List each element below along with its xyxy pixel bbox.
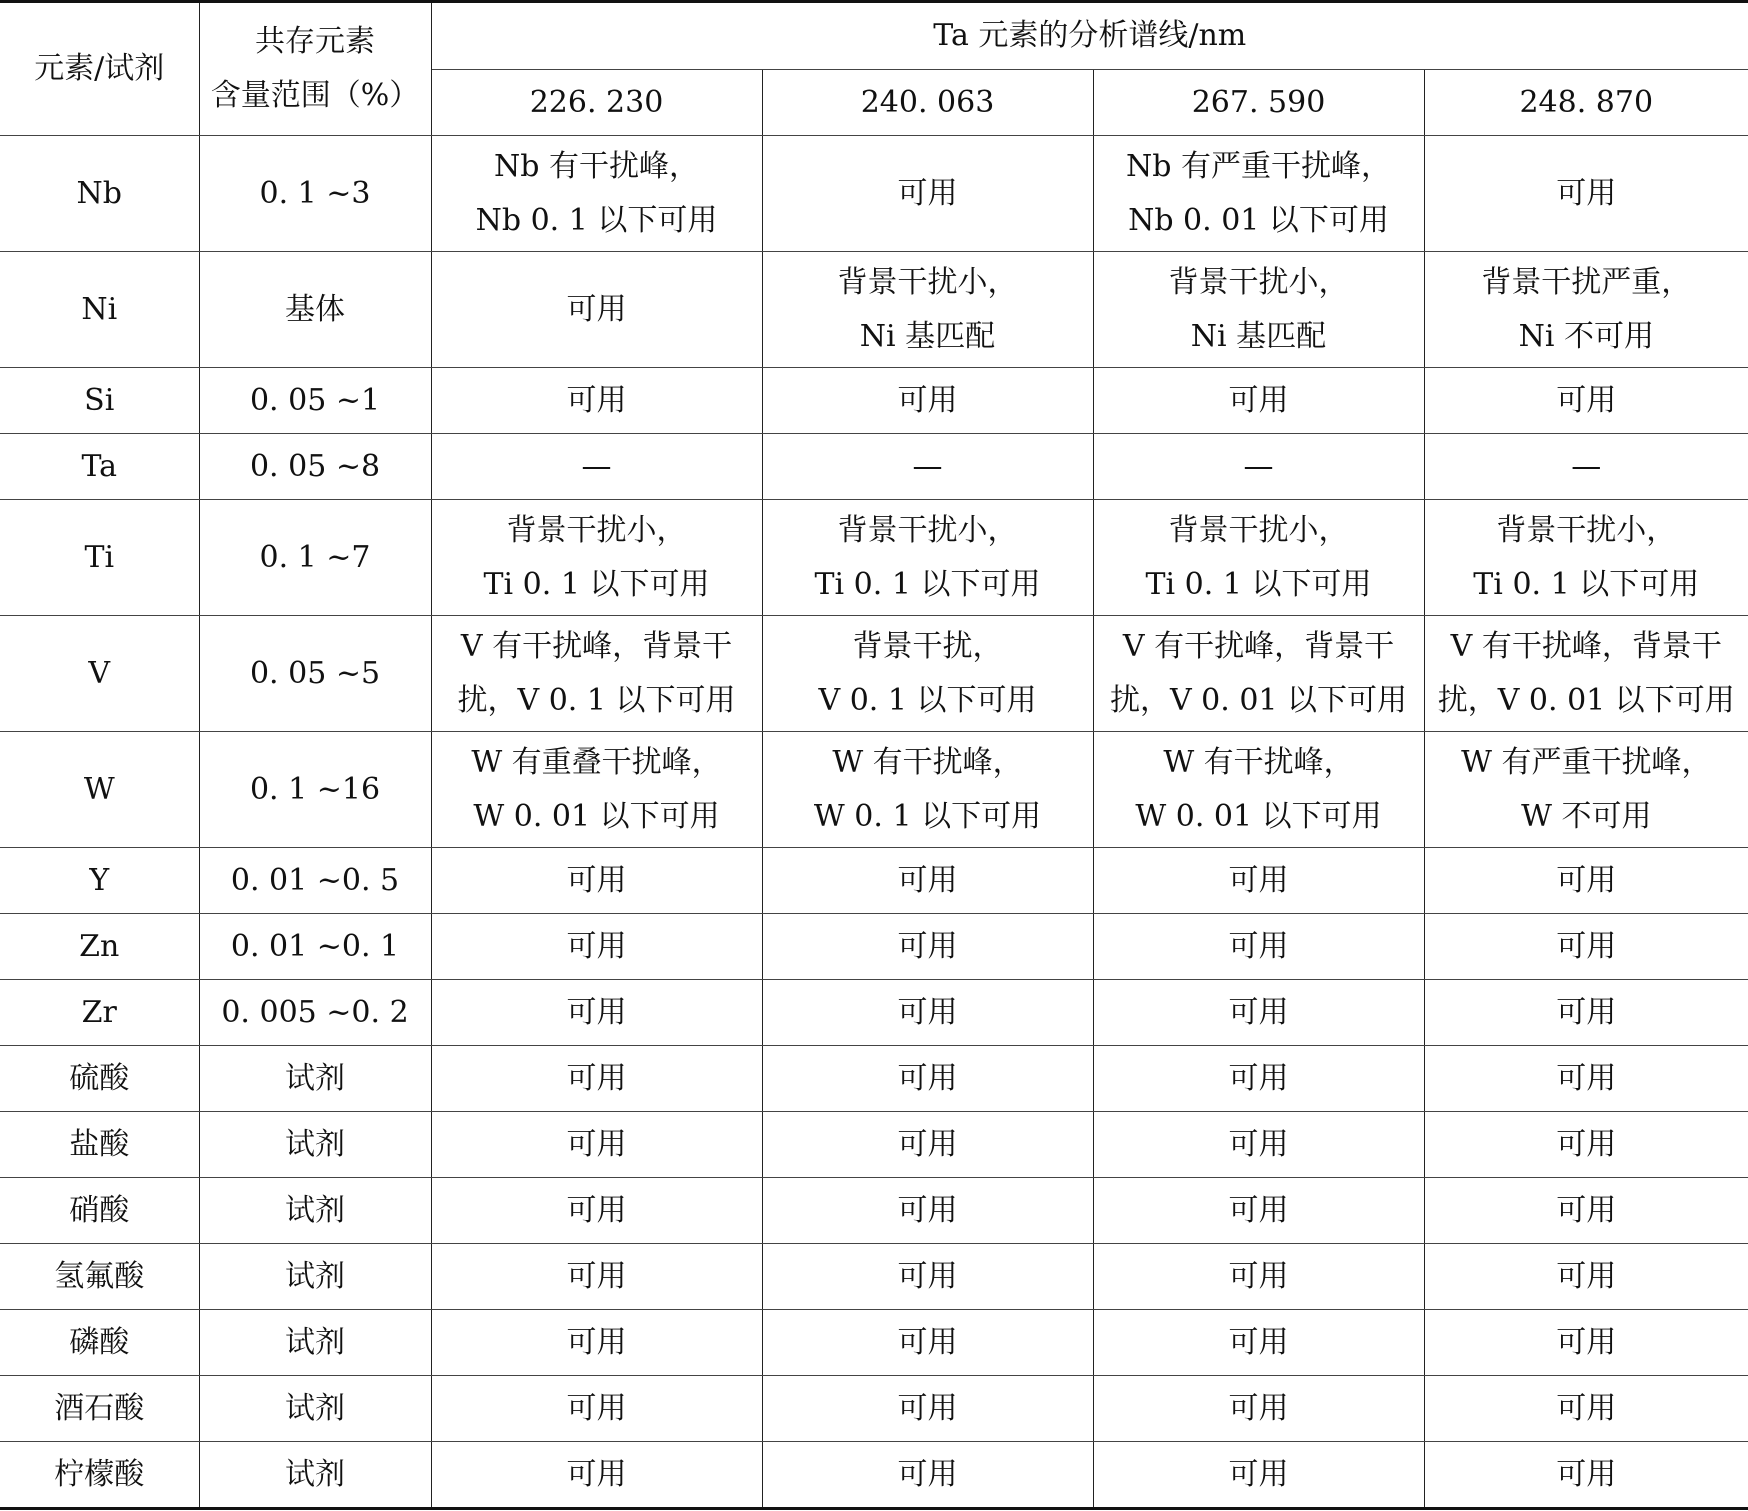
assessment-cell: 可用 <box>762 1046 1093 1112</box>
assessment-cell: 可用 <box>1093 914 1424 980</box>
range-cell: 0. 1 ~16 <box>199 732 431 848</box>
table-row <box>0 252 1748 368</box>
wavelength-header: 226. 230 <box>431 70 762 136</box>
assessment-cell: 可用 <box>431 1310 762 1376</box>
assessment-cell: 可用 <box>1424 1178 1748 1244</box>
assessment-cell: V 有干扰峰，背景干 扰，V 0. 1 以下可用 <box>431 616 762 732</box>
table-row <box>0 1376 1748 1442</box>
assessment-cell: 可用 <box>762 1244 1093 1310</box>
assessment-cell: 可用 <box>1093 1046 1424 1112</box>
table-row <box>0 136 1748 252</box>
range-cell: 0. 1 ~7 <box>199 500 431 616</box>
assessment-cell: 可用 <box>1424 914 1748 980</box>
element-cell: W <box>0 732 199 848</box>
assessment-cell: 可用 <box>431 1046 762 1112</box>
assessment-cell: 可用 <box>762 1310 1093 1376</box>
range-cell: 0. 05 ~5 <box>199 616 431 732</box>
spectral-lines-header: Ta 元素的分析谱线/nm <box>431 2 1748 70</box>
assessment-cell: 可用 <box>1093 368 1424 434</box>
element-cell: Ti <box>0 500 199 616</box>
wavelength-header: 267. 590 <box>1093 70 1424 136</box>
assessment-cell: V 有干扰峰，背景干 扰，V 0. 01 以下可用 <box>1093 616 1424 732</box>
element-cell: 酒石酸 <box>0 1376 199 1442</box>
assessment-cell: Nb 有严重干扰峰， Nb 0. 01 以下可用 <box>1093 136 1424 252</box>
assessment-cell: 可用 <box>1093 1442 1424 1509</box>
element-cell: Si <box>0 368 199 434</box>
element-cell: Nb <box>0 136 199 252</box>
assessment-cell: V 有干扰峰，背景干 扰，V 0. 01 以下可用 <box>1424 616 1748 732</box>
element-cell: 硝酸 <box>0 1178 199 1244</box>
assessment-cell: 可用 <box>431 1178 762 1244</box>
element-cell: Ni <box>0 252 199 368</box>
assessment-cell: 可用 <box>1093 1244 1424 1310</box>
assessment-cell: 可用 <box>1093 848 1424 914</box>
assessment-cell: 背景干扰小， Ti 0. 1 以下可用 <box>762 500 1093 616</box>
element-cell: 硫酸 <box>0 1046 199 1112</box>
element-cell: 氢氟酸 <box>0 1244 199 1310</box>
assessment-cell: 可用 <box>1424 1046 1748 1112</box>
header-row-1 <box>0 2 1748 70</box>
table-row <box>0 1046 1748 1112</box>
assessment-cell: 可用 <box>431 368 762 434</box>
assessment-cell: — <box>1093 434 1424 500</box>
assessment-cell: 可用 <box>1424 1310 1748 1376</box>
element-cell: 柠檬酸 <box>0 1442 199 1509</box>
table-row <box>0 368 1748 434</box>
table-row <box>0 914 1748 980</box>
assessment-cell: 可用 <box>1424 1244 1748 1310</box>
assessment-cell: 可用 <box>1424 848 1748 914</box>
assessment-cell: 可用 <box>1424 980 1748 1046</box>
element-cell: Y <box>0 848 199 914</box>
table-row <box>0 1244 1748 1310</box>
wavelength-header: 248. 870 <box>1424 70 1748 136</box>
assessment-cell: W 有严重干扰峰， W 不可用 <box>1424 732 1748 848</box>
assessment-cell: 可用 <box>1093 1178 1424 1244</box>
assessment-cell: — <box>762 434 1093 500</box>
range-cell: 试剂 <box>199 1376 431 1442</box>
assessment-cell: 可用 <box>1424 1112 1748 1178</box>
table-row <box>0 1178 1748 1244</box>
assessment-cell: 可用 <box>762 1112 1093 1178</box>
range-cell: 0. 01 ~0. 1 <box>199 914 431 980</box>
assessment-cell: W 有重叠干扰峰， W 0. 01 以下可用 <box>431 732 762 848</box>
assessment-cell: 可用 <box>431 848 762 914</box>
table-row <box>0 616 1748 732</box>
assessment-cell: 可用 <box>431 1112 762 1178</box>
range-cell: 试剂 <box>199 1442 431 1509</box>
assessment-cell: 可用 <box>431 980 762 1046</box>
assessment-cell: 背景干扰小， Ti 0. 1 以下可用 <box>431 500 762 616</box>
assessment-cell: 可用 <box>762 980 1093 1046</box>
assessment-cell: 可用 <box>1424 136 1748 252</box>
range-cell: 0. 1 ~3 <box>199 136 431 252</box>
assessment-cell: Nb 有干扰峰， Nb 0. 1 以下可用 <box>431 136 762 252</box>
table-row <box>0 848 1748 914</box>
range-cell: 试剂 <box>199 1310 431 1376</box>
table-row <box>0 434 1748 500</box>
table-row <box>0 1112 1748 1178</box>
assessment-cell: 可用 <box>762 136 1093 252</box>
assessment-cell: 可用 <box>431 252 762 368</box>
range-cell: 试剂 <box>199 1046 431 1112</box>
assessment-cell: 背景干扰小， Ti 0. 1 以下可用 <box>1424 500 1748 616</box>
assessment-cell: 可用 <box>1424 368 1748 434</box>
wavelength-header: 240. 063 <box>762 70 1093 136</box>
assessment-cell: 可用 <box>431 1244 762 1310</box>
assessment-cell: 可用 <box>762 914 1093 980</box>
assessment-cell: 可用 <box>762 1376 1093 1442</box>
range-cell: 试剂 <box>199 1244 431 1310</box>
assessment-cell: 背景干扰， V 0. 1 以下可用 <box>762 616 1093 732</box>
assessment-cell: 可用 <box>762 848 1093 914</box>
assessment-cell: — <box>431 434 762 500</box>
assessment-cell: 可用 <box>762 368 1093 434</box>
assessment-cell: 可用 <box>1424 1442 1748 1509</box>
table-row <box>0 732 1748 848</box>
table-row <box>0 1442 1748 1509</box>
table-body <box>0 136 1748 1509</box>
assessment-cell: 背景干扰小， Ni 基匹配 <box>1093 252 1424 368</box>
range-cell: 试剂 <box>199 1112 431 1178</box>
assessment-cell: 可用 <box>1093 1376 1424 1442</box>
assessment-cell: 可用 <box>431 1376 762 1442</box>
assessment-cell: 可用 <box>431 914 762 980</box>
assessment-cell: 可用 <box>1093 1112 1424 1178</box>
assessment-cell: 可用 <box>762 1442 1093 1509</box>
element-cell: Zr <box>0 980 199 1046</box>
element-cell: Zn <box>0 914 199 980</box>
assessment-cell: 背景干扰严重， Ni 不可用 <box>1424 252 1748 368</box>
element-cell: Ta <box>0 434 199 500</box>
assessment-cell: — <box>1424 434 1748 500</box>
assessment-cell: 可用 <box>762 1178 1093 1244</box>
assessment-cell: 可用 <box>1093 980 1424 1046</box>
range-cell: 基体 <box>199 252 431 368</box>
element-column-header: 元素/试剂 <box>0 2 199 136</box>
assessment-cell: 可用 <box>431 1442 762 1509</box>
range-cell: 0. 05 ~8 <box>199 434 431 500</box>
table-row <box>0 980 1748 1046</box>
assessment-cell: 可用 <box>1424 1376 1748 1442</box>
range-cell: 0. 05 ~1 <box>199 368 431 434</box>
element-cell: V <box>0 616 199 732</box>
table-row <box>0 500 1748 616</box>
element-cell: 磷酸 <box>0 1310 199 1376</box>
assessment-cell: W 有干扰峰， W 0. 1 以下可用 <box>762 732 1093 848</box>
assessment-cell: 背景干扰小， Ni 基匹配 <box>762 252 1093 368</box>
range-cell: 试剂 <box>199 1178 431 1244</box>
range-column-header: 共存元素 含量范围（%） <box>199 2 431 136</box>
range-cell: 0. 005 ~0. 2 <box>199 980 431 1046</box>
assessment-cell: W 有干扰峰， W 0. 01 以下可用 <box>1093 732 1424 848</box>
assessment-cell: 背景干扰小， Ti 0. 1 以下可用 <box>1093 500 1424 616</box>
table-row <box>0 1310 1748 1376</box>
assessment-cell: 可用 <box>1093 1310 1424 1376</box>
range-cell: 0. 01 ~0. 5 <box>199 848 431 914</box>
element-cell: 盐酸 <box>0 1112 199 1178</box>
